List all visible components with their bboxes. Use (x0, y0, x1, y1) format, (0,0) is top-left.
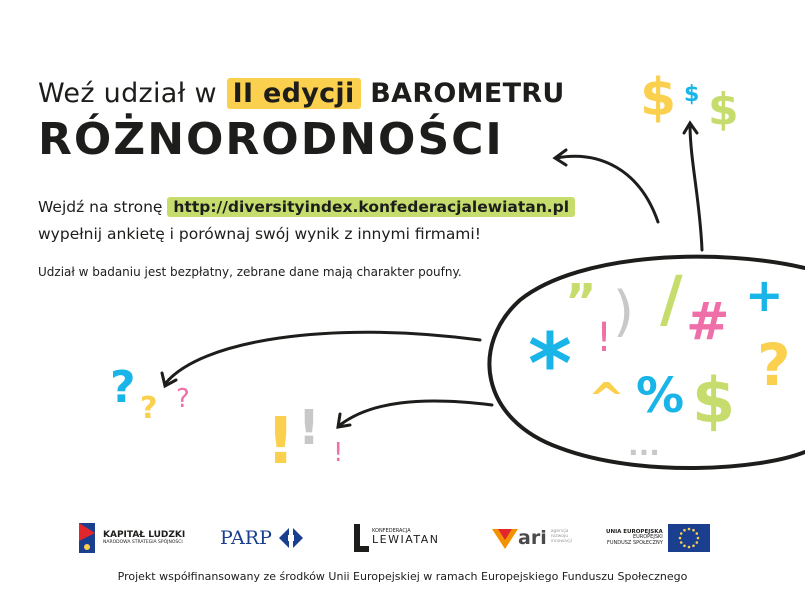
eu-line2: EUROPEJSKI (632, 533, 663, 540)
confidentiality-note: Udział w badaniu jest bezpłatny, zebrane dane mają charakter poufny. (38, 265, 462, 279)
dollar-icon: $ (708, 84, 739, 135)
arrow-to-exclamations (340, 401, 492, 425)
exclamation-icon: ! (266, 405, 296, 479)
lewiatan-emblem (352, 522, 370, 554)
eu-line1: UNIA EUROPEJSKA (606, 528, 663, 535)
plus-icon: + (745, 268, 784, 322)
parp-name: PARP (220, 526, 272, 549)
dollar-icon: $ (640, 68, 677, 128)
eu-logo (606, 515, 710, 560)
question-icon: ? (176, 384, 190, 414)
arrow-to-headline (556, 156, 658, 222)
kapital-ludzki-emblem (75, 521, 99, 555)
slash-icon: / (660, 262, 683, 335)
arrow-to-dollars (690, 124, 702, 250)
exclamation-icon: ! (298, 400, 320, 456)
eu-flag-icon (668, 524, 710, 552)
dollar-icon: $ (692, 364, 736, 437)
footer-text: Projekt współfinansowany ze środków Unii Europejskiej w ramach Europejskiego Funduszu Społecznego (117, 570, 688, 583)
percent-icon: % (636, 368, 685, 424)
visit-prefix: Wejdź na stronę (38, 198, 163, 216)
kapital-ludzki-logo (75, 515, 185, 560)
exclamation-icon: ! (333, 438, 344, 468)
lewiatan-logo (352, 515, 440, 560)
parp-emblem (275, 524, 307, 552)
caret-icon: ^ (588, 374, 625, 425)
hash-icon: # (686, 292, 730, 352)
ari-name: ari (518, 526, 547, 549)
lewiatan-name: LEWIATAN (372, 533, 440, 547)
question-icon: ? (757, 331, 791, 399)
eu-line3: FUNDUSZ SPOŁECZNY (606, 539, 663, 546)
headline-line2: RÓŻNORODNOŚCI (38, 114, 504, 165)
ellipsis-icon: ... (628, 429, 660, 462)
asterisk-icon: * (528, 315, 572, 413)
dollar-icon: $ (684, 82, 700, 107)
parp-logo (220, 515, 307, 560)
visit-line2: wypełnij ankietę i porównaj swój wynik z innymi firmami! (38, 225, 481, 243)
sponsor-logos (0, 515, 805, 560)
parenthesis-icon: ) (613, 280, 635, 343)
kapital-ludzki-tagline: NARODOWA STRATEGIA SPÓJNOŚCI (103, 540, 183, 546)
question-icon: ? (140, 391, 158, 426)
ari-tagline: agencja rozwoju innowacji (550, 529, 572, 544)
question-icon: ? (110, 362, 136, 413)
survey-url-link[interactable]: http://diversityindex.konfederacjalewiatan.pl (167, 197, 575, 217)
headline-prefix: Weź udział w (38, 78, 217, 109)
lewiatan-small: KONFEDERACJA (372, 527, 411, 534)
ari-logo (492, 515, 579, 560)
exclamation-icon: ! (596, 315, 613, 361)
arrow-to-questions (165, 332, 480, 384)
ari-emblem (492, 525, 518, 551)
headline-suffix: BAROMETRU (370, 78, 565, 109)
headline-highlight: II edycji (227, 78, 361, 109)
quote-icon: ” (565, 274, 597, 330)
kapital-ludzki-name: KAPITAŁ LUDZKI (103, 529, 186, 540)
